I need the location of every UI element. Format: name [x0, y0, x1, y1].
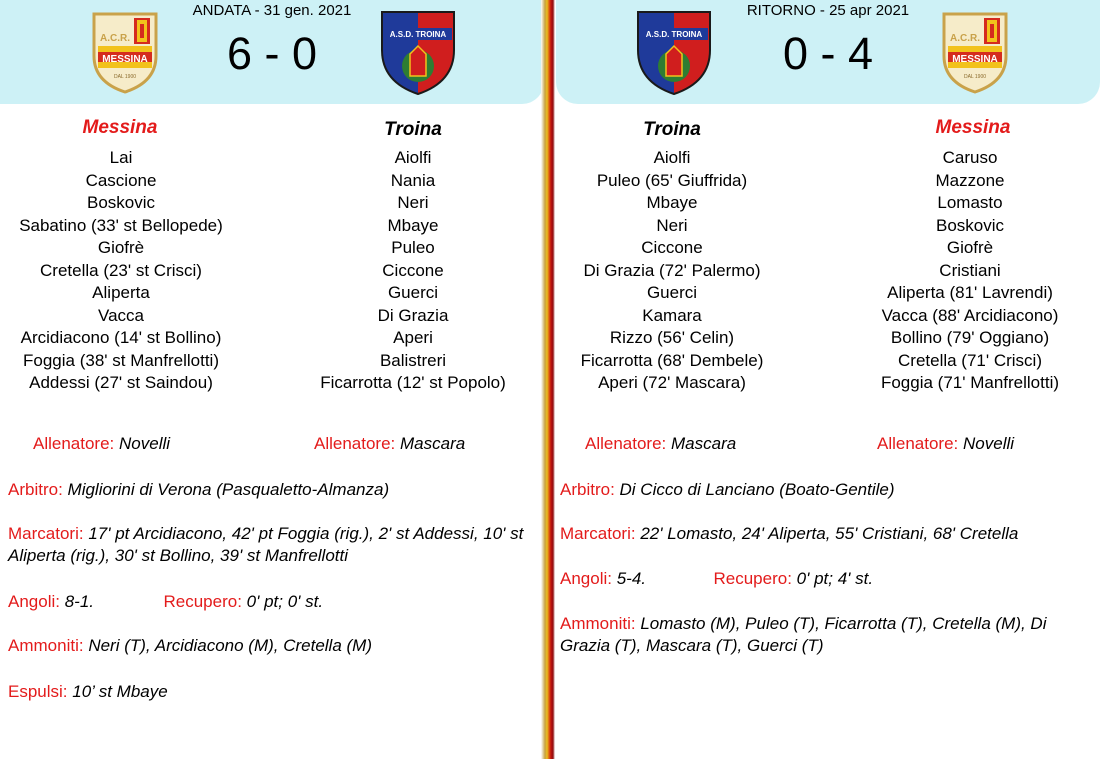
- player-entry: Boskovic: [935, 215, 1005, 235]
- andata-home-team-name: Messina: [82, 117, 158, 138]
- player-entry: Balistreri: [379, 350, 447, 370]
- svg-text:MESSINA: MESSINA: [102, 54, 148, 65]
- player-entry: Lai: [109, 148, 133, 167]
- player-entry: Vacca (88' Arcidiacono): [881, 305, 1059, 325]
- svg-text:A.S.D. TROINA: A.S.D. TROINA: [389, 30, 447, 39]
- coach-label: Allenatore:: [877, 434, 959, 453]
- andata-sent-off: Espulsi: 10’ st Mbaye: [8, 682, 168, 701]
- player-entry: Aliperta: [92, 283, 150, 302]
- svg-text:A.C.R.: A.C.R.: [950, 33, 980, 44]
- player-entry: Nania: [390, 170, 436, 190]
- messina-crest-icon: [940, 10, 1010, 96]
- andata-date-label: ANDATA - 31 gen. 2021: [192, 2, 352, 19]
- player-entry: Giofrè: [946, 238, 994, 257]
- player-entry: Lomasto: [937, 193, 1003, 212]
- svg-text:MESSINA: MESSINA: [952, 54, 998, 65]
- ritorno-score: 0 - 4: [782, 28, 874, 79]
- coach-name: Mascara: [400, 434, 466, 453]
- player-entry: Arcidiacono (14' st Bollino): [20, 328, 222, 347]
- andata-score: 6 - 0: [226, 28, 318, 79]
- player-entry: Caruso: [942, 148, 998, 167]
- player-entry: Sabatino (33' st Bellopede): [19, 215, 223, 235]
- andata-away-coach: [314, 434, 465, 454]
- ritorno-home-lineup: [556, 147, 788, 395]
- andata-home-coach: [33, 434, 170, 454]
- andata-away-team-name: Troina: [384, 119, 442, 140]
- svg-text:DAL 1900: DAL 1900: [963, 74, 987, 80]
- player-entry: Rizzo (56' Celin): [609, 328, 735, 347]
- ritorno-date-label: RITORNO - 25 apr 2021: [746, 2, 910, 19]
- player-entry: Neri: [397, 193, 429, 212]
- player-entry: Cretella (71' Crisci): [898, 350, 1042, 370]
- player-entry: Foggia (38' st Manfrellotti): [23, 350, 219, 370]
- player-entry: Di Grazia: [377, 305, 449, 325]
- ritorno-panel: [556, 0, 1100, 759]
- andata-referee: Arbitro: Migliorini di Verona (Pasqualetto-Almanza): [8, 480, 390, 499]
- player-entry: Mbaye: [646, 193, 698, 212]
- player-entry: Puleo: [391, 238, 435, 257]
- player-entry: Di Grazia (72' Palermo): [583, 260, 761, 280]
- player-entry: Aiolfi: [653, 148, 691, 167]
- player-entry: Aiolfi: [394, 148, 432, 167]
- andata-away-lineup: [297, 147, 529, 395]
- player-entry: Giofrè: [97, 238, 145, 257]
- andata-scorers: Marcatori: 17' pt Arcidiacono, 42' pt Foggia (rig.), 2' st Addessi, 10' st Aliperta (rig.), 30' st Bollino, 39' st Manfrellotti: [8, 524, 524, 565]
- player-entry: Guerci: [387, 283, 439, 302]
- player-entry: Mazzone: [935, 170, 1005, 190]
- coach-name: Mascara: [671, 434, 737, 453]
- player-entry: Aliperta (81' Lavrendi): [887, 283, 1053, 302]
- ritorno-away-coach: [877, 434, 1014, 454]
- player-entry: Vacca: [98, 305, 144, 325]
- ritorno-header: [556, 0, 1100, 104]
- troina-crest-icon: [378, 6, 458, 98]
- player-entry: Guerci: [646, 283, 698, 302]
- svg-text:A.C.R.: A.C.R.: [100, 33, 130, 44]
- ritorno-home-team-name: Troina: [643, 119, 701, 140]
- player-entry: Ficarrotta (12' st Popolo): [320, 373, 506, 392]
- ritorno-bookings: Ammoniti: Lomasto (M), Puleo (T), Ficarrotta (T), Cretella (M), Di Grazia (T), Mascara (T), Guerci (T): [560, 614, 1047, 655]
- svg-text:A.S.D. TROINA: A.S.D. TROINA: [645, 30, 703, 39]
- coach-label: Allenatore:: [33, 434, 115, 453]
- player-entry: Aperi: [393, 328, 433, 347]
- ritorno-scorers: Marcatori: 22' Lomasto, 24' Aliperta, 55' Cristiani, 68' Cretella: [560, 524, 1019, 543]
- coach-label: Allenatore:: [314, 434, 396, 453]
- player-entry: Aperi (72' Mascara): [598, 373, 746, 392]
- andata-home-lineup: [0, 147, 242, 395]
- player-entry: Addessi (27' st Saindou): [29, 373, 213, 392]
- ritorno-home-coach: [585, 434, 736, 454]
- coach-name: Novelli: [963, 434, 1015, 453]
- ritorno-corners-stoppage: Angoli: 5-4. Recupero: 0' pt; 4' st.: [560, 569, 874, 588]
- svg-text:DAL 1900: DAL 1900: [113, 74, 137, 80]
- player-entry: Kamara: [642, 305, 702, 325]
- player-entry: Neri: [656, 215, 688, 235]
- player-entry: Foggia (71' Manfrellotti): [880, 373, 1060, 392]
- player-entry: Mbaye: [387, 215, 439, 235]
- ritorno-away-lineup: [856, 147, 1084, 395]
- ritorno-referee: Arbitro: Di Cicco di Lanciano (Boato-Gentile): [560, 480, 895, 499]
- ritorno-away-team-name: Messina: [935, 117, 1011, 138]
- player-entry: Cascione: [85, 170, 157, 190]
- coach-name: Novelli: [119, 434, 171, 453]
- andata-corners-stoppage: Angoli: 8-1. Recupero: 0' pt; 0' st.: [8, 592, 324, 611]
- player-entry: Cristiani: [939, 260, 1001, 280]
- center-divider: [541, 0, 555, 759]
- player-entry: Boskovic: [86, 193, 156, 212]
- player-entry: Cretella (23' st Crisci): [40, 260, 202, 280]
- coach-label: Allenatore:: [585, 434, 667, 453]
- player-entry: Ciccone: [382, 260, 444, 280]
- player-entry: Bollino (79' Oggiano): [890, 328, 1050, 347]
- andata-panel: [0, 0, 544, 759]
- player-entry: Puleo (65' Giuffrida): [596, 170, 748, 190]
- andata-bookings: Ammoniti: Neri (T), Arcidiacono (M), Cretella (M): [8, 636, 372, 655]
- player-entry: Ficarrotta (68' Dembele): [580, 350, 764, 370]
- player-entry: Ciccone: [641, 238, 703, 257]
- andata-header: [0, 0, 544, 104]
